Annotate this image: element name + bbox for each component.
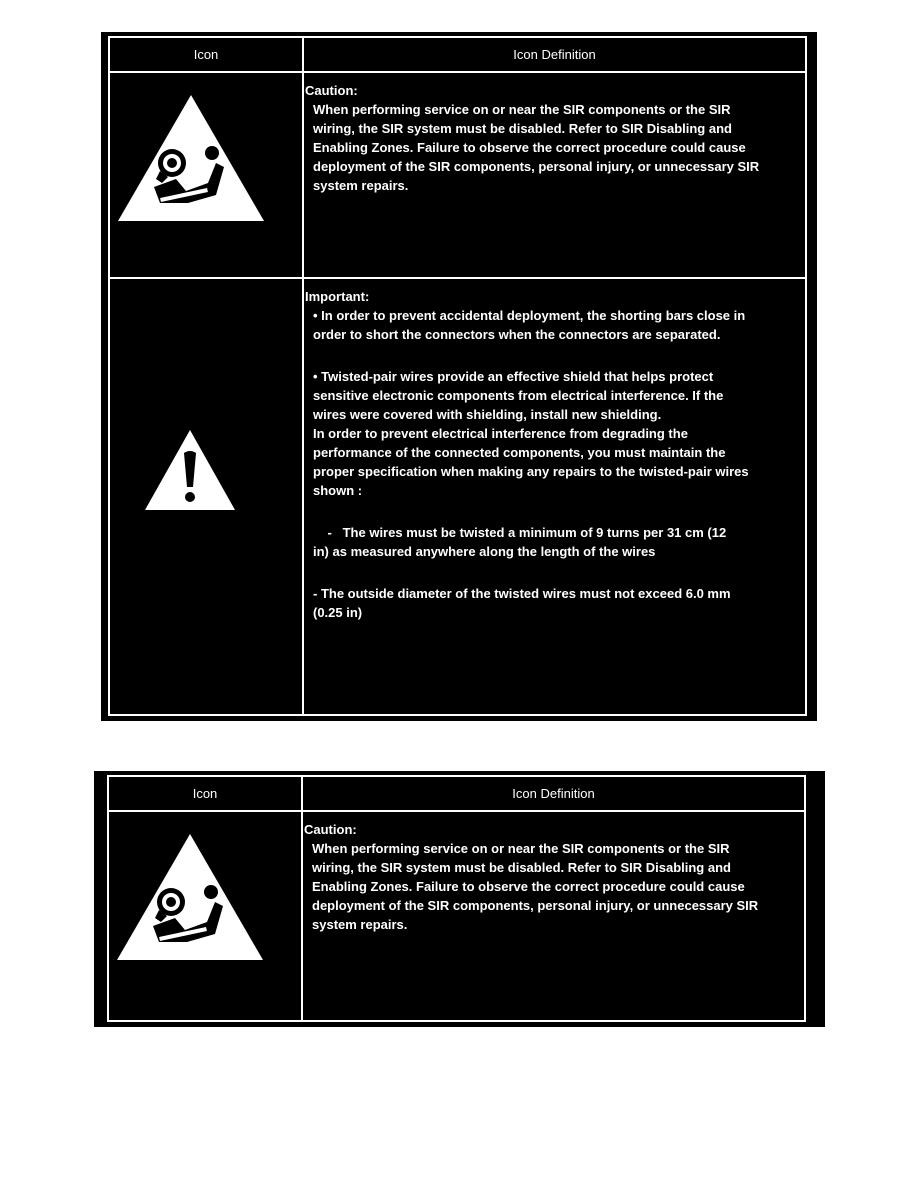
caution-line: When performing service on or near the SIR components or the SIR xyxy=(313,102,731,117)
icon-definition-table-1 xyxy=(101,32,817,721)
header-icon-label: Icon xyxy=(192,786,218,801)
important-bullet-2-line: proper specification when making any repairs to the twisted-pair wires xyxy=(313,464,749,479)
important-dash-1-line: - The wires must be twisted a minimum of 9 turns per 31 cm (12 xyxy=(313,525,727,540)
definition-cell-caution xyxy=(301,810,806,1022)
important-dash-2-line: (0.25 in) xyxy=(313,605,363,620)
important-bullet-2-line: sensitive electronic components from electrical interference. If the xyxy=(313,388,724,403)
header-icon-cell xyxy=(107,775,303,812)
caution-line: wiring, the SIR system must be disabled. Refer to SIR Disabling and xyxy=(313,121,732,136)
important-dash-2-line: - The outside diameter of the twisted wires must not exceed 6.0 mm xyxy=(313,586,731,601)
header-definition-label: Icon Definition xyxy=(513,47,596,62)
definition-cell-important xyxy=(302,277,807,716)
sir-airbag-warning-icon xyxy=(115,832,265,962)
header-definition-cell xyxy=(302,36,807,73)
header-definition-cell xyxy=(301,775,806,812)
important-bullet-1-line: • In order to prevent accidental deployment, the shorting bars close in xyxy=(313,308,746,323)
icon-cell-caution xyxy=(107,810,303,1022)
important-bullet-1-line: order to short the connectors when the connectors are separated. xyxy=(313,327,721,342)
caution-heading: Caution: xyxy=(304,822,357,837)
important-bullet-2-line: wires were covered with shielding, install new shielding. xyxy=(313,407,662,422)
important-dash-1-line: in) as measured anywhere along the length of the wires xyxy=(313,544,656,559)
header-icon-cell xyxy=(108,36,304,73)
header-definition-label: Icon Definition xyxy=(512,786,595,801)
caution-line: Enabling Zones. Failure to observe the correct procedure could cause xyxy=(313,140,746,155)
caution-line: When performing service on or near the SIR components or the SIR xyxy=(312,841,730,856)
icon-cell-important xyxy=(108,277,304,716)
header-icon-label: Icon xyxy=(193,47,219,62)
icon-cell-caution xyxy=(108,71,304,279)
exclamation-warning-icon xyxy=(144,429,236,511)
important-bullet-2-line: • Twisted-pair wires provide an effective shield that helps protect xyxy=(313,369,714,384)
sir-airbag-warning-icon xyxy=(116,93,266,223)
caution-line: system repairs. xyxy=(313,178,409,193)
caution-line: system repairs. xyxy=(312,917,408,932)
caution-heading: Caution: xyxy=(305,83,358,98)
important-heading: Important: xyxy=(305,289,370,304)
caution-line: Enabling Zones. Failure to observe the correct procedure could cause xyxy=(312,879,745,894)
important-bullet-2-line: shown : xyxy=(313,483,363,498)
caution-line: deployment of the SIR components, personal injury, or unnecessary SIR xyxy=(312,898,759,913)
icon-definition-table-2 xyxy=(94,771,825,1027)
caution-line: deployment of the SIR components, personal injury, or unnecessary SIR xyxy=(313,159,760,174)
important-bullet-2-line: performance of the connected components, you must maintain the xyxy=(313,445,726,460)
definition-cell-caution xyxy=(302,71,807,279)
caution-line: wiring, the SIR system must be disabled. Refer to SIR Disabling and xyxy=(312,860,731,875)
important-bullet-2-line: In order to prevent electrical interference from degrading the xyxy=(313,426,688,441)
